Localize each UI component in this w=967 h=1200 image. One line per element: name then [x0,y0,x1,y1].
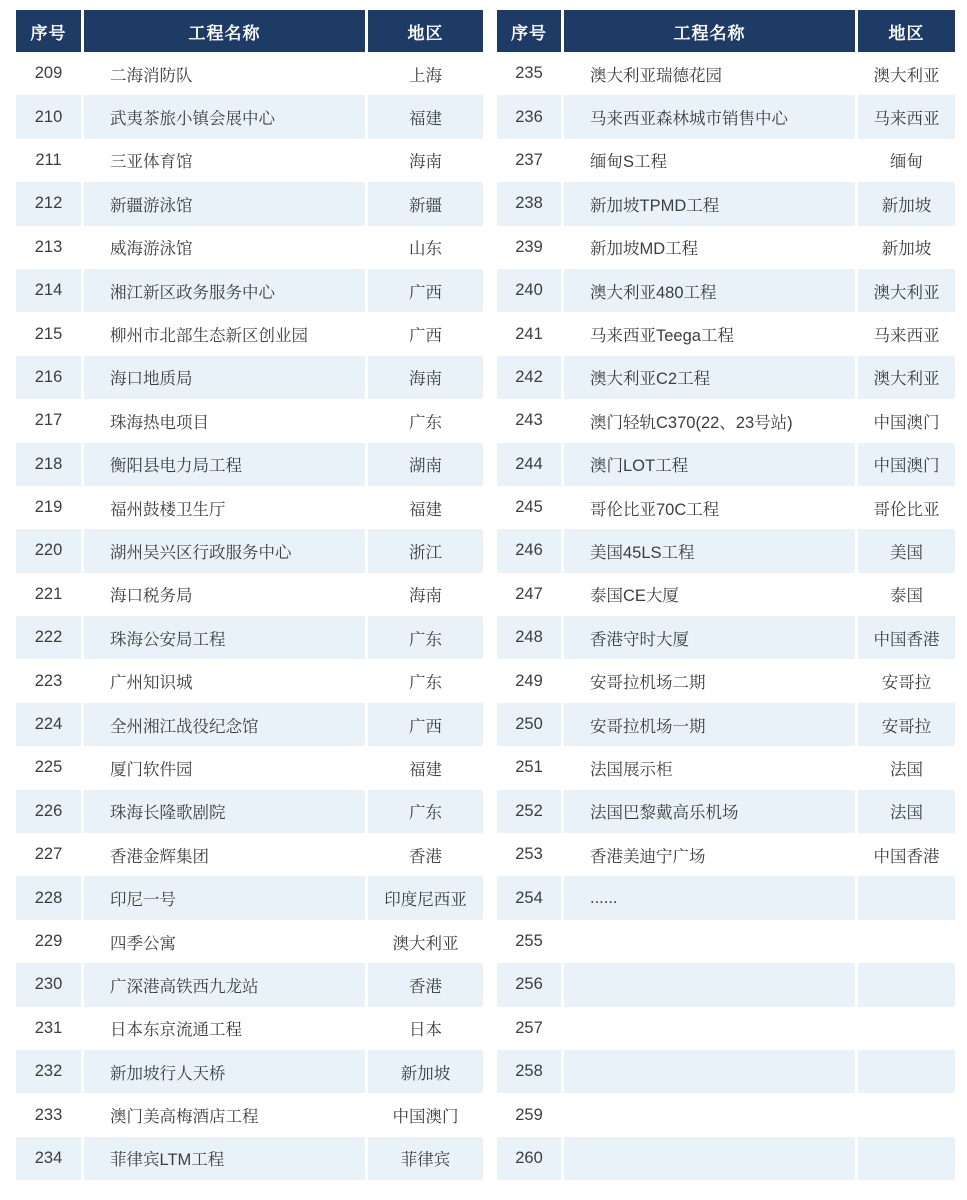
region-cell: 安哥拉 [858,659,955,702]
region-cell: 广东 [368,790,483,833]
project-name-cell: 广深港高铁西九龙站 [84,963,365,1006]
project-name-cell: 福州鼓楼卫生厅 [84,486,365,529]
project-name-cell: 印尼一号 [84,876,365,919]
serial-cell: 219 [16,486,81,529]
region-cell: 海南 [368,139,483,182]
region-cell: 广东 [368,659,483,702]
project-name-cell [564,920,855,963]
region-cell: 中国澳门 [858,443,955,486]
region-cell: 澳大利亚 [858,356,955,399]
column-header-project-name: 工程名称 [564,10,855,52]
serial-cell: 257 [497,1007,561,1050]
region-cell: 海南 [368,356,483,399]
project-name-cell: 哥伦比亚70C工程 [564,486,855,529]
project-name-cell: 海口税务局 [84,573,365,616]
project-table-right [494,10,958,1180]
table-row [497,356,955,399]
project-name-cell: 珠海热电项目 [84,399,365,442]
project-name-cell: 美国45LS工程 [564,529,855,572]
region-cell: 中国澳门 [368,1093,483,1136]
region-cell: 广西 [368,703,483,746]
serial-cell: 237 [497,139,561,182]
serial-cell: 255 [497,920,561,963]
serial-cell: 214 [16,269,81,312]
region-cell: 香港 [368,833,483,876]
table-row [497,963,955,1006]
project-name-cell: 澳大利亚480工程 [564,269,855,312]
project-name-cell: 香港守时大厦 [564,616,855,659]
serial-cell: 213 [16,226,81,269]
region-cell: 安哥拉 [858,703,955,746]
region-cell: 福建 [368,486,483,529]
region-cell: 新加坡 [858,182,955,225]
table-row [16,790,483,833]
region-cell: 日本 [368,1007,483,1050]
table-row [16,703,483,746]
project-name-cell: 新疆游泳馆 [84,182,365,225]
project-name-cell: 威海游泳馆 [84,226,365,269]
serial-cell: 222 [16,616,81,659]
serial-cell: 224 [16,703,81,746]
project-name-cell: 柳州市北部生态新区创业园 [84,312,365,355]
project-name-cell: 马来西亚Teega工程 [564,312,855,355]
table-row [16,1007,483,1050]
project-name-cell [564,1093,855,1136]
serial-cell: 246 [497,529,561,572]
project-name-cell: 武夷茶旅小镇会展中心 [84,95,365,138]
region-cell [858,876,955,919]
region-cell: 新加坡 [368,1050,483,1093]
region-cell: 上海 [368,52,483,95]
project-name-cell: 全州湘江战役纪念馆 [84,703,365,746]
region-cell: 法国 [858,746,955,789]
table-row [497,1137,955,1180]
table-row [16,616,483,659]
header-row [16,10,483,52]
serial-cell: 233 [16,1093,81,1136]
table-row [16,876,483,919]
serial-cell: 258 [497,1050,561,1093]
serial-cell: 235 [497,52,561,95]
serial-cell: 231 [16,1007,81,1050]
project-name-cell: 湖州吴兴区行政服务中心 [84,529,365,572]
region-cell: 新疆 [368,182,483,225]
project-name-cell: 湘江新区政务服务中心 [84,269,365,312]
table-body-left [16,52,483,1180]
table-body-right [497,52,955,1180]
region-cell: 印度尼西亚 [368,876,483,919]
project-name-cell: 衡阳县电力局工程 [84,443,365,486]
project-name-cell: 珠海长隆歌剧院 [84,790,365,833]
column-header-region: 地区 [368,10,483,52]
serial-cell: 249 [497,659,561,702]
table-row [497,833,955,876]
table-row [16,573,483,616]
project-name-cell: 澳大利亚瑞德花园 [564,52,855,95]
project-name-cell: 澳门美高梅酒店工程 [84,1093,365,1136]
table-row [497,226,955,269]
serial-cell: 217 [16,399,81,442]
project-name-cell: 海口地质局 [84,356,365,399]
project-name-cell: 四季公寓 [84,920,365,963]
region-cell: 马来西亚 [858,95,955,138]
table-row [497,269,955,312]
table-row [16,659,483,702]
serial-cell: 245 [497,486,561,529]
table-row [16,52,483,95]
serial-cell: 236 [497,95,561,138]
project-name-cell: 菲律宾LTM工程 [84,1137,365,1180]
table-row [497,95,955,138]
serial-cell: 229 [16,920,81,963]
serial-cell: 259 [497,1093,561,1136]
region-cell: 中国香港 [858,616,955,659]
project-name-cell: 三亚体育馆 [84,139,365,182]
header-row [497,10,955,52]
region-cell [858,1137,955,1180]
project-name-cell: 澳门LOT工程 [564,443,855,486]
region-cell: 泰国 [858,573,955,616]
table-row [16,1137,483,1180]
serial-cell: 240 [497,269,561,312]
region-cell [858,1093,955,1136]
region-cell: 海南 [368,573,483,616]
serial-cell: 226 [16,790,81,833]
region-cell: 菲律宾 [368,1137,483,1180]
project-name-cell [564,1137,855,1180]
project-name-cell: 澳大利亚C2工程 [564,356,855,399]
region-cell: 山东 [368,226,483,269]
table-row [497,1007,955,1050]
table-row [16,1093,483,1136]
serial-cell: 234 [16,1137,81,1180]
project-name-cell [564,1007,855,1050]
table-row [497,703,955,746]
serial-cell: 256 [497,963,561,1006]
table-row [497,486,955,529]
serial-cell: 244 [497,443,561,486]
project-name-cell: 新加坡TPMD工程 [564,182,855,225]
table-row [16,139,483,182]
region-cell: 哥伦比亚 [858,486,955,529]
serial-cell: 228 [16,876,81,919]
serial-cell: 248 [497,616,561,659]
serial-cell: 243 [497,399,561,442]
region-cell: 广东 [368,399,483,442]
project-name-cell: 安哥拉机场二期 [564,659,855,702]
serial-cell: 210 [16,95,81,138]
table-row [497,182,955,225]
project-name-cell: 广州知识城 [84,659,365,702]
table-row [16,443,483,486]
serial-cell: 215 [16,312,81,355]
table-row [497,399,955,442]
table-row [497,920,955,963]
table-row [497,573,955,616]
project-name-cell: 香港金辉集团 [84,833,365,876]
region-cell: 美国 [858,529,955,572]
region-cell: 香港 [368,963,483,1006]
column-header-project-name: 工程名称 [84,10,365,52]
region-cell: 缅甸 [858,139,955,182]
serial-cell: 218 [16,443,81,486]
project-name-cell: 法国巴黎戴高乐机场 [564,790,855,833]
column-header-serial: 序号 [16,10,81,52]
table-row [497,790,955,833]
region-cell: 湖南 [368,443,483,486]
project-name-cell: 澳门轻轨C370(22、23号站) [564,399,855,442]
table-row [497,529,955,572]
project-name-cell: 日本东京流通工程 [84,1007,365,1050]
region-cell: 广东 [368,616,483,659]
serial-cell: 212 [16,182,81,225]
serial-cell: 247 [497,573,561,616]
project-name-cell: 泰国CE大厦 [564,573,855,616]
table-header-right [497,10,955,52]
serial-cell: 220 [16,529,81,572]
table-row [497,616,955,659]
serial-cell: 250 [497,703,561,746]
table-row [16,529,483,572]
project-name-cell: 新加坡行人天桥 [84,1050,365,1093]
table-row [497,1050,955,1093]
table-row [497,746,955,789]
project-table-left [13,10,486,1180]
table-row [497,52,955,95]
project-name-cell [564,1050,855,1093]
region-cell: 新加坡 [858,226,955,269]
serial-cell: 232 [16,1050,81,1093]
region-cell [858,920,955,963]
table-row [16,920,483,963]
region-cell: 澳大利亚 [368,920,483,963]
serial-cell: 211 [16,139,81,182]
table-row [497,139,955,182]
table-row [16,226,483,269]
column-header-region: 地区 [858,10,955,52]
project-name-cell: 法国展示柜 [564,746,855,789]
serial-cell: 260 [497,1137,561,1180]
table-row [16,182,483,225]
region-cell [858,1050,955,1093]
serial-cell: 242 [497,356,561,399]
serial-cell: 241 [497,312,561,355]
serial-cell: 209 [16,52,81,95]
serial-cell: 223 [16,659,81,702]
project-name-cell [564,963,855,1006]
table-row [16,356,483,399]
table-row [497,1093,955,1136]
region-cell: 澳大利亚 [858,52,955,95]
table-row [497,312,955,355]
serial-cell: 238 [497,182,561,225]
project-name-cell: 缅甸S工程 [564,139,855,182]
table-header-left [16,10,483,52]
table-row [16,95,483,138]
table-row [16,1050,483,1093]
project-name-cell: ...... [564,876,855,919]
serial-cell: 253 [497,833,561,876]
table-row [16,269,483,312]
table-row [16,746,483,789]
region-cell [858,963,955,1006]
project-name-cell: 香港美迪宁广场 [564,833,855,876]
region-cell: 广西 [368,312,483,355]
table-row [497,659,955,702]
region-cell: 澳大利亚 [858,269,955,312]
serial-cell: 252 [497,790,561,833]
region-cell: 福建 [368,95,483,138]
serial-cell: 216 [16,356,81,399]
region-cell [858,1007,955,1050]
table-row [16,486,483,529]
table-row [497,876,955,919]
region-cell: 福建 [368,746,483,789]
project-name-cell: 厦门软件园 [84,746,365,789]
region-cell: 法国 [858,790,955,833]
project-name-cell: 马来西亚森林城市销售中心 [564,95,855,138]
serial-cell: 221 [16,573,81,616]
serial-cell: 225 [16,746,81,789]
serial-cell: 251 [497,746,561,789]
table-row [16,399,483,442]
region-cell: 浙江 [368,529,483,572]
column-header-serial: 序号 [497,10,561,52]
table-row [497,443,955,486]
serial-cell: 239 [497,226,561,269]
serial-cell: 227 [16,833,81,876]
project-name-cell: 安哥拉机场一期 [564,703,855,746]
region-cell: 中国澳门 [858,399,955,442]
region-cell: 马来西亚 [858,312,955,355]
project-name-cell: 二海消防队 [84,52,365,95]
region-cell: 广西 [368,269,483,312]
table-row [16,312,483,355]
table-row [16,963,483,1006]
table-row [16,833,483,876]
serial-cell: 230 [16,963,81,1006]
serial-cell: 254 [497,876,561,919]
project-name-cell: 珠海公安局工程 [84,616,365,659]
region-cell: 中国香港 [858,833,955,876]
project-name-cell: 新加坡MD工程 [564,226,855,269]
